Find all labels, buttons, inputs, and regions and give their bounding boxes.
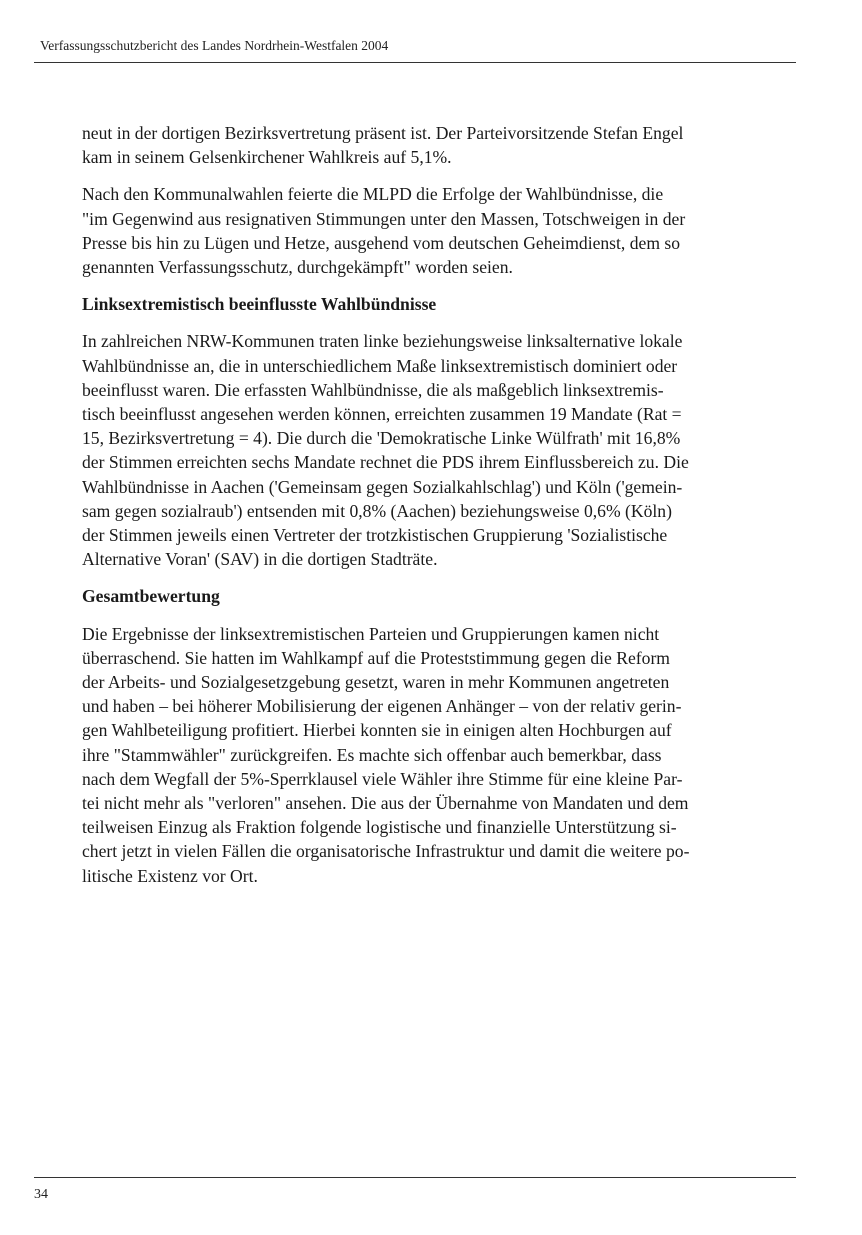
- section-heading-gesamtbewertung: Gesamtbewertung: [82, 586, 220, 607]
- footer-divider: [34, 1177, 796, 1178]
- paragraph-2: Nach den Kommunalwahlen feierte die MLPD die Erfolge der Wahlbündnisse, die "im Gegenwind aus resignativen Stimmungen unter den Massen, Totschweigen in der Presse bis hin zu Lügen und Hetze, ausgehend vom deutschen Geheimdienst, dem so genannten Verfassungsschutz, durchgekämpft" worden seien.: [82, 184, 686, 278]
- page-body: [82, 121, 807, 888]
- header-divider: [34, 62, 796, 63]
- page-number: 34: [34, 1187, 48, 1202]
- section-heading-wahlbuendnisse: Linksextremistisch beeinflusste Wahlbündnisse: [82, 294, 437, 315]
- running-header: Verfassungsschutzbericht des Landes Nordrhein-Westfalen 2004: [40, 38, 389, 53]
- paragraph-1: neut in der dortigen Bezirksvertretung präsent ist. Der Parteivorsitzende Stefan Engel kam in seinem Gelsenkirchener Wahlkreis auf 5,1%.: [82, 123, 684, 168]
- paragraph-4: Die Ergebnisse der linksextremistischen Parteien und Gruppierungen kamen nicht überraschend. Sie hatten im Wahlkampf auf die Proteststimmung gegen die Reform der Arbeits- und Sozialgesetzgebung gesetzt, waren in mehr Kommunen angetreten und haben – bei höherer Mobilisierung der eigenen Anhänger – von der relativ gerin- gen Wahlbeteiligung profitiert. Hierbei konnten sie in einigen alten Hochburgen auf ihre "Stammwähler" zurückgreifen. Es machte sich offenbar auch bemerkbar, dass nach dem Wegfall der 5%-Sperrklausel viele Wähler ihre Stimme für eine kleine Par- tei nicht mehr als "verloren" ansehen. Die aus der Übernahme von Mandaten und dem teilweisen Einzug als Fraktion folgende logistische und finanzielle Unterstützung si- chert jetzt in vielen Fällen die organisatorische Infrastruktur und damit die weitere po- litische Existenz vor Ort.: [82, 623, 690, 886]
- paragraph-3: In zahlreichen NRW-Kommunen traten linke beziehungsweise linksalternative lokale Wahlbündnisse an, die in unterschiedlichem Maße linksextremistisch dominiert oder beeinflusst waren. Die erfassten Wahlbündnisse, die als maßgeblich linksextremis- tisch beeinflusst angesehen werden können, erreichten zusammen 19 Mandate (Rat = 15, Bezirksvertretung = 4). Die durch die 'Demokratische Linke Wülfrath' mit 16,8% der Stimmen erreichten sechs Mandate rechnet die PDS ihrem Einflussbereich zu. Die Wahlbündnisse in Aachen ('Gemeinsam gegen Sozialkahlschlag') und Köln ('gemein- sam gegen sozialraub') entsenden mit 0,8% (Aachen) beziehungsweise 0,6% (Köln) der Stimmen jeweils einen Vertreter der trotzkistischen Gruppierung 'Sozialistische Alternative Voran' (SAV) in die dortigen Stadträte.: [82, 331, 689, 570]
